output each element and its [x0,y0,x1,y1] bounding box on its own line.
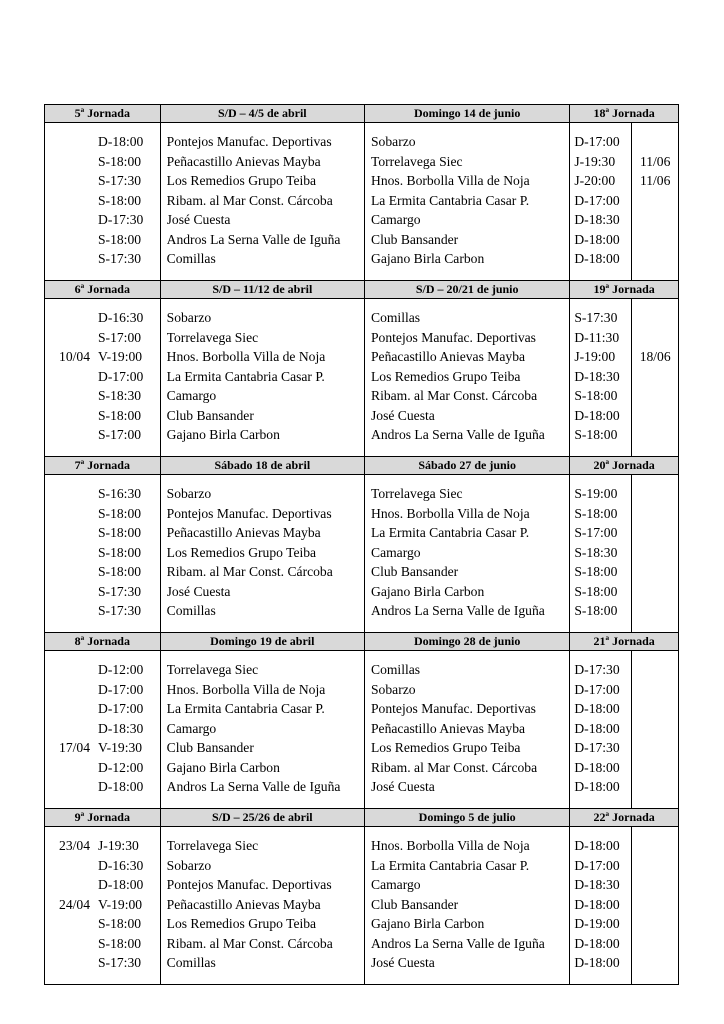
left-note [45,856,90,876]
left-note [45,914,90,934]
right-time: D-18:00 [574,407,620,423]
right-note [632,777,678,797]
right-note [632,249,678,269]
left-note [45,132,90,152]
right-note [632,601,678,621]
block-body [45,299,678,456]
left-time: D-18:30 [98,720,144,736]
schedule-table [44,104,679,985]
right-time: D-17:00 [574,857,620,873]
right-time: D-17:00 [574,134,620,149]
right-teams-cell [365,827,570,984]
team-name: Ribam. al Mar Const. Cárcoba [371,759,538,775]
left-note [45,601,90,621]
team-name: Ribam. al Mar Const. Cárcoba [166,935,333,951]
right-time: S-19:00 [574,486,618,501]
left-time: S-18:00 [98,505,142,521]
block-body [45,475,678,632]
right-times-column [570,299,632,456]
team-name: Ribam. al Mar Const. Cárcoba [371,388,538,403]
team-name: Ribam. al Mar Const. Cárcoba [166,192,333,208]
right-time: D-18:00 [574,701,620,716]
team-name: Andros La Serna Valle de Iguña [371,935,545,951]
right-schedule-cell [570,827,678,984]
right-date-label: Domingo 28 de junio [365,633,570,650]
team-name: La Ermita Cantabria Casar P. [371,857,530,873]
right-note [632,934,678,954]
right-time: D-18:00 [574,935,620,951]
right-note [632,425,678,445]
right-note [632,562,678,582]
left-notes-column [45,475,90,632]
block-body [45,827,678,984]
right-time: D-18:00 [574,759,620,775]
left-notes-column [45,123,90,280]
team-name: Los Remedios Grupo Teiba [166,916,317,931]
left-teams-list [161,123,364,269]
team-name: Pontejos Manufac. Deportivas [166,877,332,892]
right-note [632,504,678,524]
right-note [632,191,678,211]
team-name: Peñacastillo Anievas Mayba [166,525,321,540]
team-name: Gajano Birla Carbon [371,251,485,266]
left-times-column [90,651,160,808]
right-time: D-19:00 [574,916,620,931]
right-note [632,660,678,680]
team-name: Hnos. Borbolla Villa de Noja [166,681,326,697]
team-name: Pontejos Manufac. Deportivas [371,701,536,716]
left-note [45,308,90,328]
team-name: Andros La Serna Valle de Iguña [166,231,341,247]
right-date-label: S/D – 20/21 de junio [365,281,570,298]
left-time: V-19:00 [98,896,143,912]
right-notes-column [632,827,678,984]
right-times-column [570,475,632,632]
jornada-block [44,632,679,808]
right-time: D-17:30 [574,740,620,755]
left-time: D-12:00 [98,759,144,775]
right-notes-column [632,123,678,280]
right-times-column [570,827,632,984]
team-name: Hnos. Borbolla Villa de Noja [371,838,530,853]
team-name: Camargo [371,877,421,892]
right-note: 18/06 [639,349,671,364]
right-date-label: Sábado 27 de junio [365,457,570,474]
right-jornada-label: 19ª Jornada [593,282,655,296]
right-time: J-19:00 [574,349,616,364]
right-note [632,582,678,602]
left-note [45,523,90,543]
left-notes-column [45,827,90,984]
right-note [632,386,678,406]
right-date-label: Domingo 14 de junio [365,105,570,122]
left-note [45,680,90,700]
block-header [45,281,678,299]
team-name: Torrelavega Siec [166,838,259,853]
left-jornada-label: 8ª Jornada [45,633,161,650]
team-name: Los Remedios Grupo Teiba [166,173,317,188]
right-note [632,856,678,876]
team-name: José Cuesta [166,583,231,599]
right-time: D-17:00 [574,192,620,208]
right-time: D-18:30 [574,877,620,892]
right-note: 11/06 [639,153,671,169]
team-name: Peñacastillo Anievas Mayba [166,153,321,169]
left-time: S-18:00 [98,153,142,169]
right-jornada-label: 21ª Jornada [593,634,655,648]
right-times-column [570,123,632,280]
left-time: S-17:00 [98,329,142,345]
left-note [45,367,90,387]
right-schedule-cell [570,651,678,808]
left-schedule-cell [45,123,161,280]
team-name: Los Remedios Grupo Teiba [371,368,521,384]
left-time: S-18:00 [98,231,142,247]
left-note [45,953,90,973]
left-note [45,934,90,954]
right-note [632,738,678,758]
team-name: Club Bansander [166,407,254,423]
left-note [45,504,90,524]
left-note [45,758,90,778]
team-name: Hnos. Borbolla Villa de Noja [166,349,326,364]
right-schedule-cell [570,299,678,456]
team-name: Sobarzo [371,134,416,149]
team-name: Comillas [371,662,421,677]
left-schedule-cell [45,827,161,984]
team-name: José Cuesta [371,779,435,794]
right-schedule-cell [570,123,678,280]
team-name: Gajano Birla Carbon [371,583,485,599]
right-time: D-17:30 [574,662,620,677]
team-name: Club Bansander [166,740,254,755]
left-time: D-16:30 [98,857,144,873]
left-time: D-17:30 [98,212,144,227]
jornada-block [44,104,679,280]
team-name: La Ermita Cantabria Casar P. [371,192,530,208]
left-teams-cell [161,827,365,984]
right-notes-column [632,299,678,456]
right-jornada-label: 20ª Jornada [593,458,655,472]
team-name: Torrelavega Siec [371,486,463,501]
left-time: S-17:00 [98,427,142,442]
right-teams-cell [365,299,570,456]
left-note [45,484,90,504]
right-time: D-17:00 [574,681,620,697]
team-name: Sobarzo [166,310,212,325]
right-note [632,328,678,348]
right-time: D-18:00 [574,779,620,794]
team-name: Andros La Serna Valle de Iguña [371,427,545,442]
right-note [632,543,678,563]
left-note [45,699,90,719]
left-schedule-cell [45,299,161,456]
team-name: Sobarzo [166,857,212,873]
left-jornada-label: 7ª Jornada [45,457,161,474]
left-teams-cell [161,651,365,808]
left-date-label: S/D – 11/12 de abril [161,281,365,298]
left-teams-cell [161,475,365,632]
team-name: Camargo [166,720,217,736]
team-name: Comillas [371,310,421,325]
left-time: S-18:00 [98,564,142,579]
right-note [632,875,678,895]
right-time: D-18:00 [574,955,620,970]
block-header [45,105,678,123]
right-teams-list [365,827,569,973]
left-times-column [90,299,160,456]
left-note [45,191,90,211]
right-time: S-18:00 [574,603,618,618]
left-schedule-cell [45,475,161,632]
team-name: Comillas [166,251,216,266]
left-time: D-16:30 [98,310,144,325]
left-note [45,386,90,406]
right-date-label: Domingo 5 de julio [365,809,570,826]
right-teams-cell [365,475,570,632]
right-teams-list [365,475,569,621]
left-jornada-label: 6ª Jornada [45,281,161,298]
team-name: José Cuesta [371,955,435,970]
left-note [45,777,90,797]
team-name: Club Bansander [371,564,459,579]
team-name: Torrelavega Siec [166,329,259,345]
team-name: Andros La Serna Valle de Iguña [371,603,545,618]
right-schedule-cell [570,475,678,632]
right-teams-cell [365,651,570,808]
right-teams-cell [365,123,570,280]
left-jornada-label: 5ª Jornada [45,105,161,122]
left-time: S-17:30 [98,603,142,618]
right-note [632,836,678,856]
left-teams-cell [161,123,365,280]
right-time: J-20:00 [574,173,616,188]
left-time: S-18:00 [98,525,142,540]
right-note [632,914,678,934]
team-name: Los Remedios Grupo Teiba [371,740,521,755]
right-note [632,699,678,719]
left-note: 17/04 [59,740,90,755]
right-time: S-18:00 [574,388,618,403]
left-time: S-17:30 [98,173,142,188]
team-name: Torrelavega Siec [166,662,259,677]
left-time: D-18:00 [98,779,144,794]
left-note [45,582,90,602]
right-note [632,230,678,250]
left-date-label: S/D – 4/5 de abril [161,105,365,122]
right-time: S-18:00 [574,505,618,521]
team-name: Ribam. al Mar Const. Cárcoba [166,564,333,579]
right-note [632,484,678,504]
left-note [45,875,90,895]
right-note: 11/06 [639,173,671,188]
left-time: S-18:00 [98,192,142,208]
left-date-label: Sábado 18 de abril [161,457,365,474]
right-time: S-18:00 [574,583,618,599]
left-time: S-18:00 [98,935,142,951]
team-name: Andros La Serna Valle de Iguña [166,779,341,794]
left-time: S-17:30 [98,955,142,970]
block-body [45,123,678,280]
left-time: D-18:00 [98,134,144,149]
left-times-column [90,475,160,632]
right-time: D-18:00 [574,251,620,266]
team-name: Camargo [166,388,217,403]
right-note [632,719,678,739]
team-name: Hnos. Borbolla Villa de Noja [371,173,530,188]
right-time: D-18:00 [574,231,620,247]
block-header [45,809,678,827]
right-time: D-11:30 [574,329,620,345]
left-notes-column [45,651,90,808]
left-notes-column [45,299,90,456]
left-note [45,425,90,445]
right-time: D-18:00 [574,838,620,853]
team-name: Comillas [166,603,216,618]
left-teams-list [161,651,364,797]
jornada-block [44,456,679,632]
team-name: Camargo [371,212,421,227]
right-teams-list [365,123,569,269]
team-name: Peñacastillo Anievas Mayba [166,896,321,912]
team-name: Gajano Birla Carbon [166,759,280,775]
right-jornada-label: 18ª Jornada [593,106,655,120]
right-time: D-18:00 [574,896,620,912]
right-times-column [570,651,632,808]
left-time: D-17:00 [98,701,144,716]
left-note [45,152,90,172]
left-teams-list [161,475,364,621]
team-name: Peñacastillo Anievas Mayba [371,349,526,364]
left-teams-cell [161,299,365,456]
right-time: D-18:30 [574,368,620,384]
jornada-block [44,280,679,456]
team-name: José Cuesta [166,212,231,227]
right-note [632,210,678,230]
left-time: S-18:30 [98,388,142,403]
left-teams-list [161,299,364,445]
right-time: S-18:00 [574,427,618,442]
right-note [632,523,678,543]
right-note [632,406,678,426]
team-name: Hnos. Borbolla Villa de Noja [371,505,530,521]
right-teams-list [365,651,569,797]
block-header [45,457,678,475]
team-name: Gajano Birla Carbon [166,427,280,442]
left-note: 24/04 [59,896,90,912]
block-body [45,651,678,808]
left-time: V-19:30 [98,740,143,755]
right-note [632,367,678,387]
left-note [45,328,90,348]
team-name: Club Bansander [371,896,459,912]
left-time: S-17:30 [98,251,142,266]
team-name: Pontejos Manufac. Deportivas [166,134,332,149]
team-name: Pontejos Manufac. Deportivas [166,505,332,521]
left-time: D-17:00 [98,368,144,384]
left-note [45,230,90,250]
right-note [632,308,678,328]
block-header [45,633,678,651]
left-note [45,171,90,191]
right-note [632,758,678,778]
left-times-column [90,123,160,280]
right-notes-column [632,651,678,808]
left-times-column [90,827,160,984]
left-note [45,249,90,269]
right-time: S-17:30 [574,310,618,325]
left-time: S-18:00 [98,407,142,423]
right-note [632,680,678,700]
left-time: V-19:00 [98,349,143,364]
jornada-block [44,808,679,985]
team-name: Pontejos Manufac. Deportivas [371,329,536,345]
left-schedule-cell [45,651,161,808]
left-date-label: S/D – 25/26 de abril [161,809,365,826]
right-note [632,132,678,152]
left-time: S-16:30 [98,486,142,501]
left-note [45,562,90,582]
team-name: José Cuesta [371,407,435,423]
left-time: S-17:30 [98,583,142,599]
team-name: Sobarzo [166,486,212,501]
right-time: S-17:00 [574,525,618,540]
left-time: D-17:00 [98,681,144,697]
team-name: La Ermita Cantabria Casar P. [371,525,530,540]
left-time: J-19:30 [98,838,139,853]
team-name: Los Remedios Grupo Teiba [166,544,317,560]
left-time: D-18:00 [98,877,144,892]
team-name: Comillas [166,955,216,970]
team-name: Peñacastillo Anievas Mayba [371,720,526,736]
left-time: D-12:00 [98,662,144,677]
right-time: S-18:00 [574,564,618,579]
right-time: S-18:30 [574,544,618,560]
right-time: J-19:30 [574,153,616,169]
team-name: Camargo [371,544,421,560]
right-note [632,953,678,973]
team-name: La Ermita Cantabria Casar P. [166,701,325,716]
team-name: Club Bansander [371,231,459,247]
left-time: S-18:00 [98,544,142,560]
team-name: Gajano Birla Carbon [371,916,485,931]
team-name: Sobarzo [371,681,416,697]
left-jornada-label: 9ª Jornada [45,809,161,826]
left-teams-list [161,827,364,973]
right-teams-list [365,299,569,445]
right-notes-column [632,475,678,632]
left-date-label: Domingo 19 de abril [161,633,365,650]
left-note [45,210,90,230]
left-time: S-18:00 [98,916,142,931]
left-note [45,719,90,739]
left-note: 23/04 [59,838,90,853]
left-note [45,406,90,426]
left-note: 10/04 [59,349,90,364]
left-note [45,660,90,680]
right-time: D-18:30 [574,212,620,227]
right-jornada-label: 22ª Jornada [593,810,655,824]
right-note [632,895,678,915]
team-name: La Ermita Cantabria Casar P. [166,368,325,384]
team-name: Torrelavega Siec [371,153,463,169]
right-time: D-18:00 [574,720,620,736]
left-note [45,543,90,563]
